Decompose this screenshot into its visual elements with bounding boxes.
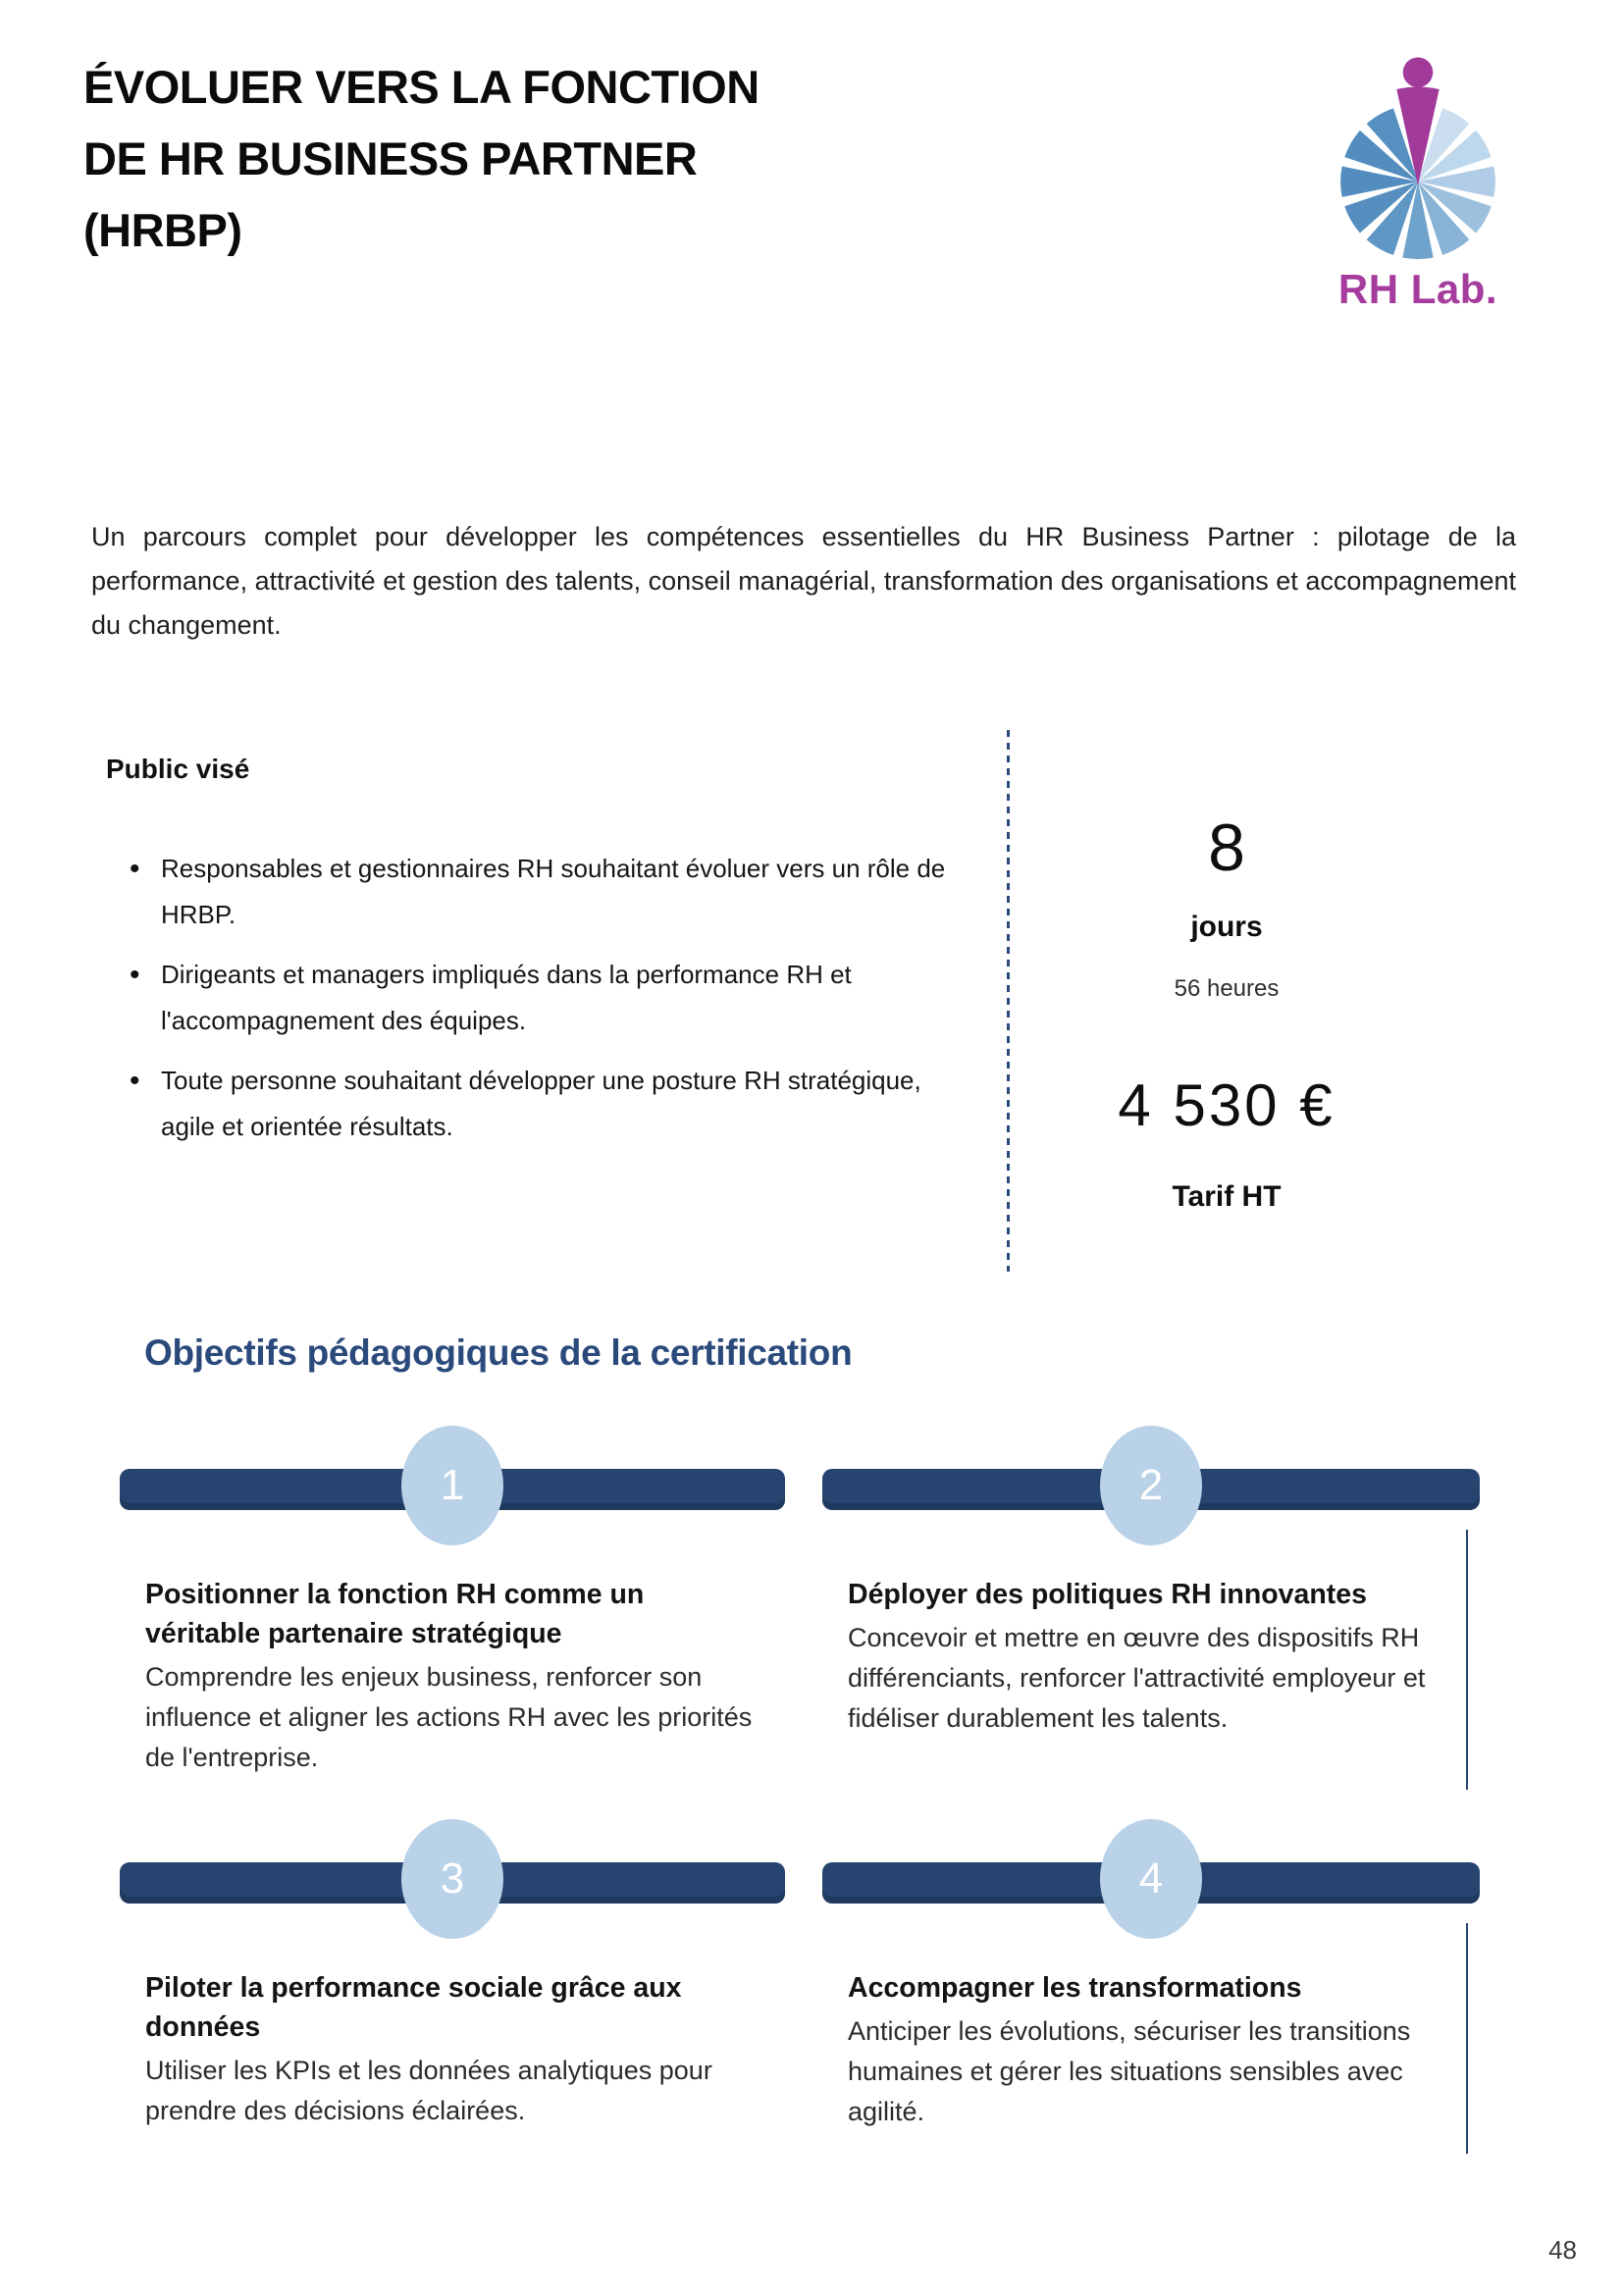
- brand-name: RH Lab.: [1337, 266, 1498, 312]
- objective-number: 1: [440, 1461, 465, 1509]
- audience-item: • Responsables et gestionnaires RH souhaitant évoluer vers un rôle de HRBP.: [116, 846, 960, 938]
- objective-number: 3: [440, 1854, 465, 1903]
- page-title-line-1: ÉVOLUER VERS LA FONCTION: [83, 61, 760, 113]
- dashed-divider: [1007, 730, 1010, 1272]
- objective-number-badge: [401, 1819, 503, 1939]
- ribbon-bar: [822, 1854, 1480, 1904]
- objective-body: Utiliser les KPIs et les données analytiques pour prendre des décisions éclairées.: [145, 2056, 712, 2125]
- objective-number-badge: [401, 1426, 503, 1545]
- logo-person-head: [1403, 57, 1434, 87]
- price-value: 4 530 €: [1118, 1072, 1336, 1138]
- objective-title: Piloter la performance sociale grâce aux données: [145, 1972, 682, 2043]
- logo-wedge: [1402, 182, 1433, 259]
- price-label: Tarif HT: [1172, 1180, 1282, 1213]
- pinwheel-logo-icon: [1331, 54, 1505, 264]
- objective-text: [120, 1510, 785, 1778]
- page-number: 48: [1548, 2235, 1577, 2265]
- objective-number: 2: [1138, 1461, 1164, 1509]
- ribbon-bar: [120, 1854, 785, 1904]
- objective-block-1: [120, 1461, 785, 1778]
- audience-list: [116, 846, 960, 1164]
- objective-title: Positionner la fonction RH comme un véritable partenaire stratégique: [145, 1579, 645, 1649]
- audience-heading: Public visé: [106, 754, 250, 784]
- ribbon-tail-line: [1466, 1530, 1468, 1790]
- page-title-line-3: (HRBP): [83, 204, 242, 256]
- objective-block-3: [120, 1854, 785, 2131]
- objective-body: Concevoir et mettre en œuvre des dispositifs RH différenciants, renforcer l'attractivité employeur et fidéliser durablement les talents.: [848, 1623, 1426, 1733]
- intro-paragraph: Un parcours complet pour développer les compétences essentielles du HR Business Partner : pilotage de la performance, attractivité et gestion des talents, conseil managérial, transformation des organisations et accompagnement du changement.: [91, 522, 1516, 640]
- duration-value: 8: [1208, 810, 1245, 885]
- brand-logo: [1295, 54, 1541, 313]
- page-title: [83, 51, 1045, 266]
- duration-unit: jours: [1190, 911, 1263, 943]
- objective-body: Anticiper les évolutions, sécuriser les transitions humaines et gérer les situations sensibles avec agilité.: [848, 2016, 1411, 2126]
- ribbon-bar: [120, 1461, 785, 1510]
- page-title-line-2: DE HR BUSINESS PARTNER: [83, 132, 698, 184]
- objectives-heading: Objectifs pédagogiques de la certification: [144, 1332, 853, 1373]
- stats-panel: [1040, 810, 1413, 1214]
- hours-value: 56 heures: [1174, 975, 1280, 1002]
- objective-block-2: [822, 1461, 1480, 1739]
- audience-item: • Toute personne souhaitant développer une posture RH stratégique, agile et orientée résultats.: [116, 1058, 960, 1150]
- logo-wedge: [1340, 166, 1418, 196]
- objective-block-4: [822, 1854, 1480, 2132]
- objective-body: Comprendre les enjeux business, renforcer son influence et aligner les actions RH avec les priorités de l'entreprise.: [145, 1662, 753, 1772]
- objective-number-badge: [1100, 1819, 1202, 1939]
- objective-title: Accompagner les transformations: [848, 1972, 1302, 2004]
- ribbon-bar: [822, 1461, 1480, 1510]
- objective-number-badge: [1100, 1426, 1202, 1545]
- objective-number: 4: [1138, 1854, 1164, 1903]
- objective-title: Déployer des politiques RH innovantes: [848, 1579, 1367, 1610]
- ribbon-tail-line: [1466, 1923, 1468, 2154]
- logo-wedge: [1418, 166, 1495, 196]
- audience-item: • Dirigeants et managers impliqués dans la performance RH et l'accompagnement des équipes.: [116, 952, 960, 1044]
